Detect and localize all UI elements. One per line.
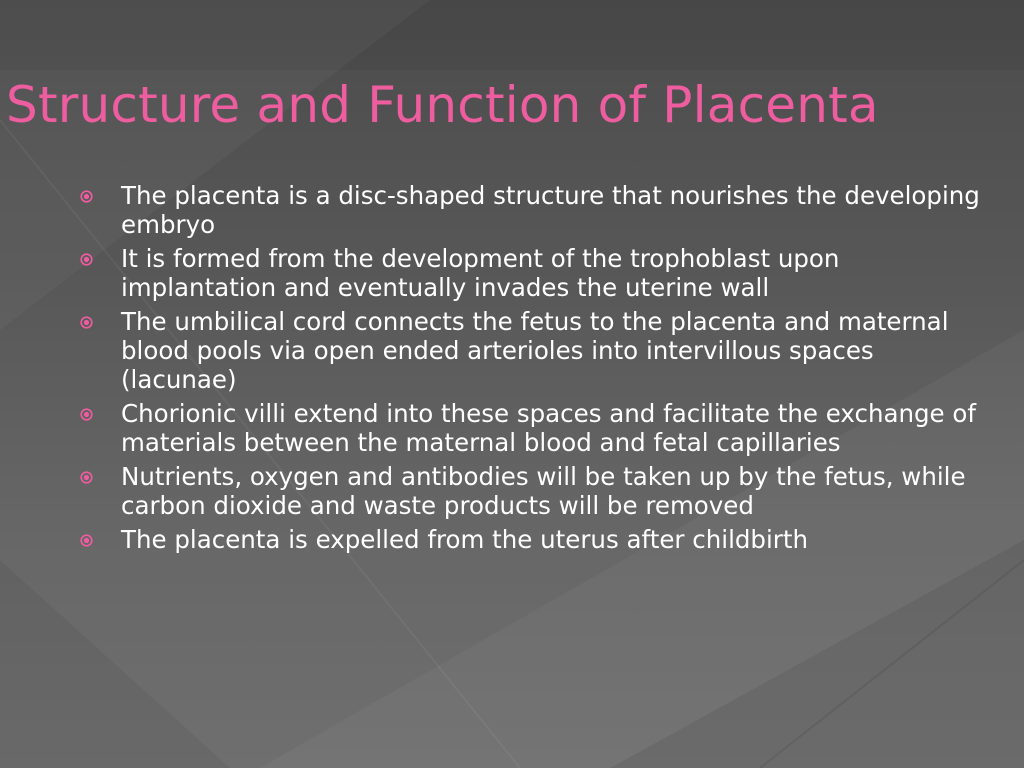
circle-dot-icon — [80, 471, 93, 484]
bullet-text: Nutrients, oxygen and antibodies will be taken up by the fetus, while carbon dioxide and waste products will be removed — [121, 462, 966, 520]
bullet-item — [80, 462, 985, 520]
circle-dot-icon — [80, 190, 93, 203]
circle-dot-icon — [80, 316, 93, 329]
circle-dot-icon — [80, 534, 93, 547]
bullet-list — [80, 181, 985, 559]
circle-dot-icon — [80, 253, 93, 266]
slide-title: Structure and Function of Placenta — [6, 76, 879, 134]
bullet-text: The umbilical cord connects the fetus to the placenta and maternal blood pools via open ended arterioles into intervillous spaces (lacunae) — [121, 307, 949, 394]
bullet-text: The placenta is expelled from the uterus after childbirth — [121, 525, 808, 554]
bullet-text: The placenta is a disc-shaped structure that nourishes the developing embryo — [121, 181, 980, 239]
bullet-item — [80, 525, 985, 554]
circle-dot-icon — [80, 408, 93, 421]
bullet-item — [80, 244, 985, 302]
bullet-item — [80, 307, 985, 394]
bullet-item — [80, 181, 985, 239]
bullet-text: Chorionic villi extend into these spaces and facilitate the exchange of materials between the maternal blood and fetal capillaries — [121, 399, 977, 457]
bullet-item — [80, 399, 985, 457]
bullet-text: It is formed from the development of the trophoblast upon implantation and eventually invades the uterine wall — [121, 244, 840, 302]
